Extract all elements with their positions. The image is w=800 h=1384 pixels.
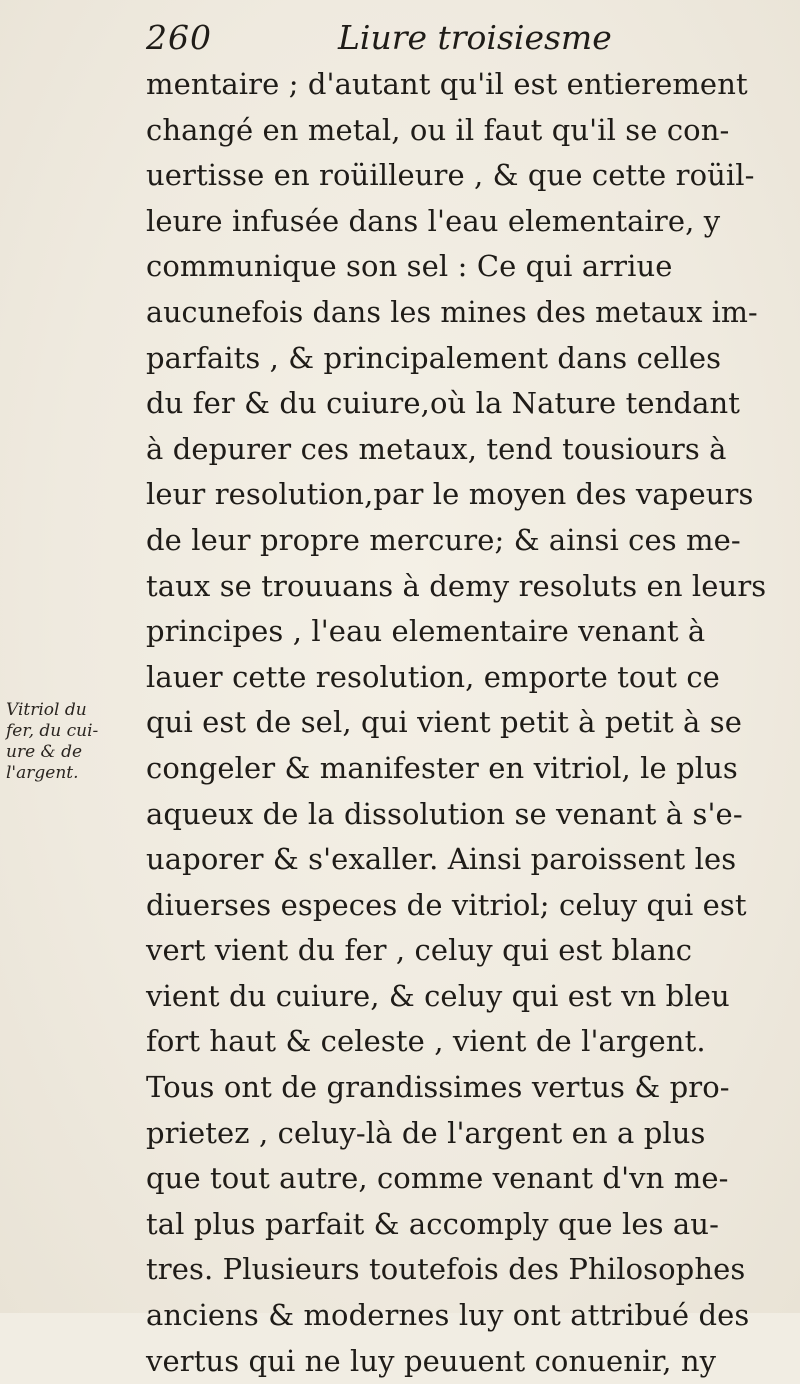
text-line: uertisse en roüilleure , & que cette roüil- xyxy=(146,158,755,193)
text-line: congeler & manifester en vitriol, le plus xyxy=(146,750,738,785)
text-line: qui est de sel, qui vient petit à petit à se xyxy=(146,705,742,740)
text-line: parfaits , & principalement dans celles xyxy=(146,340,722,375)
text-line: mentaire ; d'autant qu'il est entierement xyxy=(146,67,748,101)
running-head xyxy=(146,14,616,58)
text-line: vertus qui ne luy peuuent conuenir, ny xyxy=(146,1343,717,1378)
running-title: Liure troisiesme xyxy=(338,18,612,57)
text-line: uaporer & s'exaller. Ainsi paroissent les xyxy=(146,842,737,877)
text-line: diuerses especes de vitriol; celuy qui est xyxy=(146,887,747,922)
text-line: du fer & du cuiure,où la Nature tendant xyxy=(146,386,740,421)
text-line: principes , l'eau elementaire venant à xyxy=(146,614,706,649)
text-line: Tous ont de grandissimes vertus & pro- xyxy=(146,1070,730,1105)
text-line: anciens & modernes luy ont attribué des xyxy=(146,1298,750,1333)
text-line: tal plus parfait & accomply que les au- xyxy=(146,1206,719,1241)
text-line: prietez , celuy-là de l'argent en a plus xyxy=(146,1115,706,1150)
text-line: lauer cette resolution, emporte tout ce xyxy=(146,659,720,694)
text-line: changé en metal, ou il faut qu'il se con- xyxy=(146,112,730,147)
text-line: taux se trouuans à demy resoluts en leurs xyxy=(146,568,767,603)
page-number: 260 xyxy=(146,18,212,57)
text-line: que tout autre, comme venant d'vn me- xyxy=(146,1161,729,1196)
marginal-note-line: ure & de xyxy=(6,742,83,762)
text-line: tres. Plusieurs toutefois des Philosophes xyxy=(146,1252,746,1287)
text-line: leure infusée dans l'eau elementaire, y xyxy=(146,203,721,238)
text-line: vient du cuiure, & celuy qui est vn bleu xyxy=(146,978,730,1013)
text-line: leur resolution,par le moyen des vapeurs xyxy=(146,477,754,512)
text-line: à depurer ces metaux, tend tousiours à xyxy=(146,431,727,466)
text-line: communique son sel : Ce qui arriue xyxy=(146,249,673,284)
text-line: aqueux de la dissolution se venant à s'e- xyxy=(146,796,743,831)
marginal-note-line: Vitriol du xyxy=(6,700,87,720)
body-text xyxy=(146,62,766,1384)
text-line: aucunefois dans les mines des metaux im- xyxy=(146,295,758,329)
marginal-note-line: fer, du cui- xyxy=(6,721,99,741)
text-line: de leur propre mercure; & ainsi ces me- xyxy=(146,522,741,557)
text-line: vert vient du fer , celuy qui est blanc xyxy=(146,933,693,968)
marginal-note xyxy=(6,700,136,784)
text-line: fort haut & celeste , vient de l'argent. xyxy=(146,1024,706,1059)
marginal-note-line: l'argent. xyxy=(6,763,79,783)
